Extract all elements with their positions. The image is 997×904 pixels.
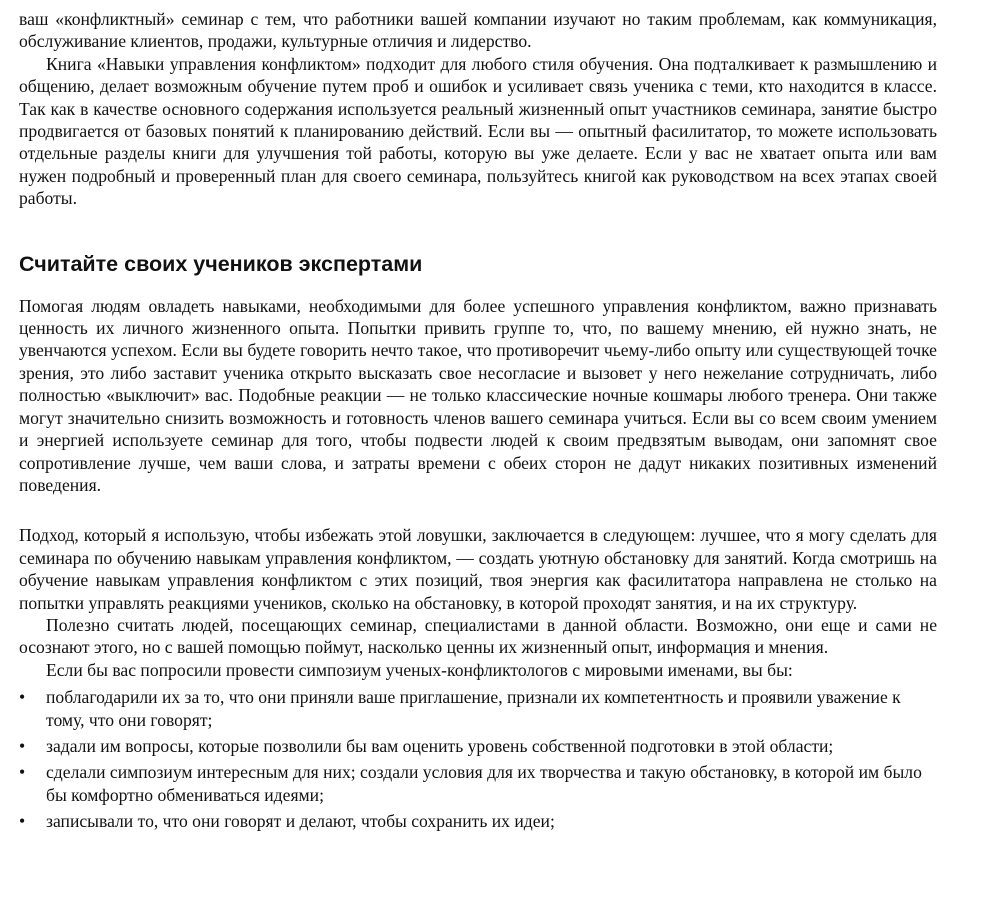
- bullet-icon: •: [19, 687, 26, 708]
- section-paragraph-4: Если бы вас попросили провести симпозиум ученых-конфликтологов с мировыми именами, вы бы:: [46, 659, 793, 680]
- paragraph-gap: [19, 496, 937, 524]
- list-item: [19, 810, 937, 832]
- list-item-text: сделали симпозиум интересным для них; создали условия для их творчества и такую обстановку, в которой им было бы комфортно обмениваться идеями;: [46, 762, 922, 805]
- section-paragraph-1: Помогая людям овладеть навыками, необходимыми для более успешного управления конфликтом, важно признавать ценность их личного жизненного опыта. Попытки привить группе то, что, по вашему мнению, ей нужно знать, не увенчаются успехом. Если вы будете говорить нечто такое, что противоречит чьему-либо опыту или существующей точке зрения, это либо заставит ученика открыто высказать свое несогласие и вызовет у него нежелание сотрудничать, либо полностью «выключит» вас. Подобные реакции — не только классические ночные кошмары любого тренера. Они также могут значительно снизить возможность и готовность членов вашего семинара учиться. Если вы со всем своим умением и энергией используете семинар для того, чтобы подвести людей к своим предвзятым выводам, они запомнят свое сопротивление лучше, чем ваши слова, и затраты времени с обеих сторон не дадут никаких позитивных изменений поведения.: [19, 295, 937, 495]
- bullet-list: [19, 686, 937, 832]
- section-paragraph-3: Полезно считать людей, посещающих семинар, специалистами в данной области. Возможно, они еще и сами не осознают этого, но с вашей помощью поймут, насколько ценны их жизненный опыт, информация и мнения.: [19, 614, 937, 658]
- document-page: [19, 8, 937, 837]
- list-item: [19, 735, 937, 757]
- list-item-text: поблагодарили их за то, что они приняли ваше приглашение, признали их компетентность и проявили уважение к тому, что они говорят;: [46, 687, 901, 730]
- bullet-icon: •: [19, 762, 26, 783]
- bullet-icon: •: [19, 735, 26, 756]
- list-item-text: задали им вопросы, которые позволили бы вам оценить уровень собственной подготовки в этой области;: [46, 735, 834, 756]
- bullet-icon: •: [19, 811, 26, 832]
- list-item-text: записывали то, что они говорят и делают, чтобы сохранить их идеи;: [46, 811, 555, 832]
- section-paragraph-2: Подход, который я использую, чтобы избежать этой ловушки, заключается в следующем: лучшее, что я могу сделать для семинара по обучению навыкам управления конфликтом, — создать уютную обстановку для занятий. Когда смотришь на обучение навыкам управления конфликтом с этих позиций, твоя энергия как фасилитатора направлена не столько на попытки управлять реакциями учеников, сколько на обстановку, в которой проходят занятия, и на их структуру.: [19, 525, 937, 613]
- intro-paragraph-1: ваш «конфликтный» семинар с тем, что работники вашей компании изучают но таким проблемам, как коммуникация, обслуживание клиентов, продажи, культурные отличия и лидерство.: [19, 9, 937, 52]
- list-item: [19, 686, 937, 731]
- section-heading: Считайте своих учеников экспертами: [19, 251, 423, 276]
- list-item: [19, 761, 937, 806]
- intro-paragraph-2: Книга «Навыки управления конфликтом» подходит для любого стиля обучения. Она подталкивает к размышлению и общению, делает возможным обучение путем проб и ошибок и усиливает связь ученика с теми, кто находится в классе. Так как в качестве основного содержания используется реальный жизненный опыт участников семинара, занятие быстро продвигается от базовых понятий к планированию действий. Если вы — опытный фасилитатор, то можете использовать отдельные разделы книги для улучшения той работы, которую вы уже делаете. Если у вас не хватает опыта или вам нужен подробный и проверенный план для своего семинара, пользуйтесь книгой как руководством на всех этапах своей работы.: [19, 53, 937, 209]
